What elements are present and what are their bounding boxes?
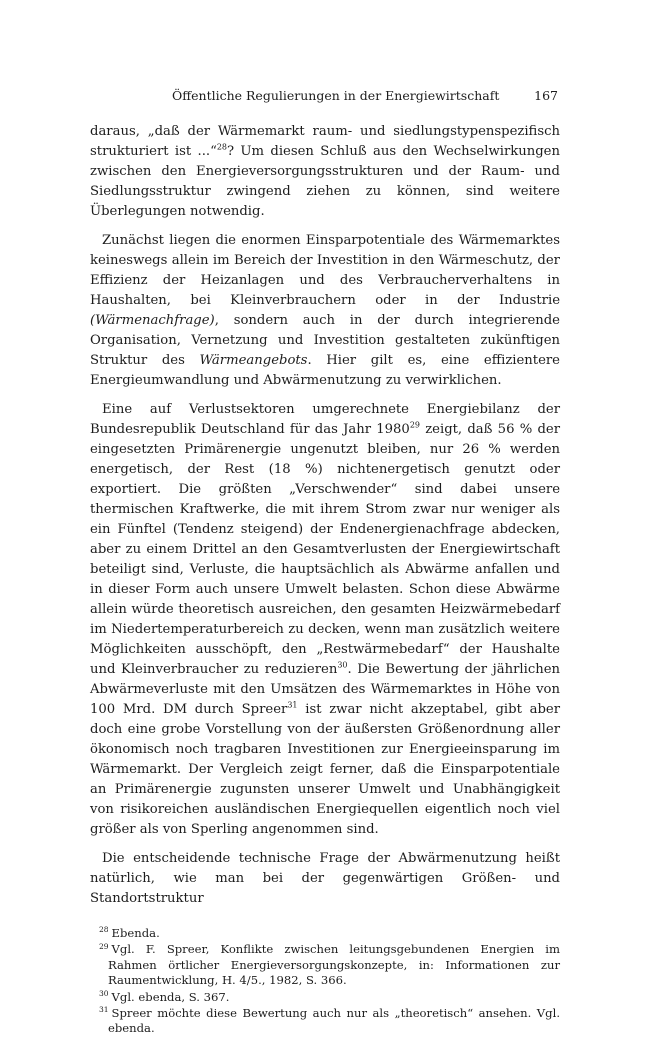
paragraph-energiebilanz bbox=[90, 400, 560, 840]
footnote-number: 28 bbox=[99, 925, 109, 935]
footnote-reference: 29 bbox=[409, 420, 420, 430]
footnote-text: Ebenda. bbox=[111, 926, 160, 940]
footnote-29 bbox=[90, 942, 560, 988]
footnotes bbox=[90, 926, 560, 1037]
body-text bbox=[90, 122, 560, 909]
footnote-text: Vgl. F. Spreer, Konflikte zwischen leitungsgebundenen Energien im Rahmen örtlicher Energieversorgungskonzepte, in: Informationen zur Raumentwicklung, H. 4/5., 1982, S. 366. bbox=[108, 942, 560, 988]
text-run: Eine auf Verlustsektoren umgerechnete Energiebilanz der Bundesrepublik Deutschland für das Jahr 1980 bbox=[90, 402, 560, 437]
footnote-number: 30 bbox=[99, 988, 109, 998]
text-run: zeigt, daß 56 % der eingesetzten Primärenergie ungenutzt bleiben, nur 26 % werden energetisch, der Rest (18 %) nichtenergetisch genutzt oder exportiert. Die größten „Verschwender“ sind dabei unsere thermischen Kraftwerke, die mit ihrem Strom zwar nur weniger als ein Fünftel (Tendenz steigend) der Endenergienachfrage abdecken, aber zu einem Drittel an den Gesamtverlusten der Energiewirtschaft beteiligt sind, Verluste, die hauptsächlich als Abwärme anfallen und in dieser Form auch unsere Umwelt belasten. Schon diese Abwärme allein würde theoretisch ausreichen, den gesamten Heizwärmebedarf im Niedertemperaturbereich zu decken, wenn man zusätzlich weitere Möglichkeiten ausschöpft, den „Restwärmebedarf“ der Haushalte und Kleinverbraucher zu reduzieren bbox=[90, 422, 560, 677]
text-run: , sondern auch in der durch integrierende Organisation, Vernetzung und Investition gestalteten zukünftigen Struktur des bbox=[90, 313, 560, 368]
paragraph-continuation bbox=[90, 122, 560, 222]
footnote-reference: 30 bbox=[337, 660, 348, 670]
text-run: . Hier gilt es, eine effizientere Energieumwandlung und Abwärmenutzung zu verwirklichen. bbox=[90, 353, 560, 388]
text-run: Die entscheidende technische Frage der Abwärmenutzung heißt natürlich, wie man bei der gegenwärtigen Größen- und Standortstruktur bbox=[90, 851, 560, 906]
text-run: ? Um diesen Schluß aus den Wechselwirkungen zwischen den Energieversorgungsstrukturen und der Raum- und Siedlungsstruktur zwingend ziehen zu können, sind weitere Überlegungen notwendig. bbox=[90, 144, 560, 219]
text-run: ist zwar nicht akzeptabel, gibt aber doch eine grobe Vorstellung von der äußersten Größenordnung aller ökonomisch noch tragbaren Investitionen zur Energieeinsparung im Wärmemarkt. Der Vergleich zeigt ferner, daß die Einsparpotentiale an Primärenergie zugunsten unserer Umwelt und Unabhängigkeit von risikoreichen ausländischen Energiequellen eigentlich noch viel größer als von Sperling angenommen sind. bbox=[90, 702, 560, 837]
book-page bbox=[90, 88, 560, 1037]
text-run: . Die Bewertung der jährlichen Abwärmeverluste mit den Umsätzen des Wärmemarktes in Höhe von 100 Mrd. DM durch Spreer bbox=[90, 662, 561, 717]
running-title: Öffentliche Regulierungen in der Energiewirtschaft bbox=[172, 88, 500, 103]
footnote-30 bbox=[90, 990, 560, 1005]
emphasized-text: Wärmeangebots bbox=[199, 353, 308, 368]
footnote-reference: 31 bbox=[287, 700, 298, 710]
paragraph-abwaermenutzung bbox=[90, 849, 560, 909]
text-run: daraus, „daß der Wärmemarkt raum- und siedlungstypenspezifisch strukturiert ist ...“ bbox=[90, 124, 560, 159]
footnote-reference: 28 bbox=[216, 142, 228, 152]
running-head bbox=[90, 88, 560, 110]
emphasized-text: (Wärmenachfrage) bbox=[90, 313, 215, 328]
page-number: 167 bbox=[534, 88, 558, 103]
footnote-text: Spreer möchte diese Bewertung auch nur als „theoretisch“ ansehen. Vgl. ebenda. bbox=[108, 1006, 560, 1036]
footnote-31 bbox=[90, 1006, 560, 1037]
text-run: Zunächst liegen die enormen Einsparpotentiale des Wärmemarktes keineswegs allein im Bereich der Investition in den Wärmeschutz, der Effizienz der Heizanlagen und des Verbraucherverhaltens in Haushalten, bei Kleinverbrauchern oder in der Industrie bbox=[90, 233, 560, 308]
footnote-number: 31 bbox=[99, 1005, 109, 1015]
footnote-number: 29 bbox=[99, 941, 109, 951]
paragraph-einsparpotentiale bbox=[90, 231, 560, 391]
footnote-28 bbox=[90, 926, 560, 941]
footnote-text: Vgl. ebenda, S. 367. bbox=[111, 989, 230, 1004]
